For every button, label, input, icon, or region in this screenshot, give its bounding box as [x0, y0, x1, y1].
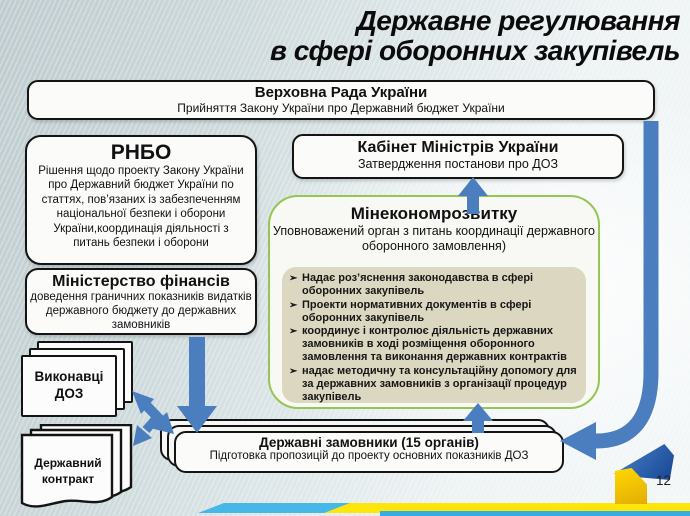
- bullet-arrow-icon: ➢: [289, 299, 298, 311]
- kabmin-body: Затвердження постанови про ДОЗ: [357, 157, 559, 171]
- slide-title-line1: Державне регулювання: [356, 5, 680, 36]
- slide-title-line2: в сфері оборонних закупівель: [270, 35, 680, 67]
- bullet-item: [289, 365, 580, 403]
- bullet-text: Надає роз’яснення законодавства в сфері оборонних закупівель: [302, 272, 534, 297]
- bullet-text: надає методичну та консультаційну допомогу для за державних замовників з організації процедур закупівель: [302, 365, 577, 403]
- minekonom-body: Уповноважений орган з питань координації державного оборонного замовлення): [272, 224, 596, 253]
- box-minfin: [25, 268, 257, 335]
- decor-cyan-corner: [380, 511, 690, 516]
- bullet-item: [289, 272, 580, 298]
- rnbo-body: Рішення щодо проекту Закону України про Державний бюджет України по статтях, пов’язаних із забезпеченням національної безпеки і оборони України,координація діяльності з питань безпеки і оборони: [38, 165, 244, 249]
- vykonavtsi-label: Виконавці ДОЗ: [34, 369, 104, 401]
- bullet-arrow-icon: ➢: [289, 273, 298, 284]
- zamovnyky-layer-front: [174, 431, 564, 473]
- minfin-title: Міністерство фінансів: [52, 273, 230, 290]
- stack-derzhavnyi-kontrakt: [20, 424, 150, 516]
- zamovnyky-title: Державні замовники (15 органів): [259, 435, 479, 450]
- bullet-text: координує і контролює діяльність державних замовників в ході розміщення оборонного замовлення та виконання державних контрактів: [302, 325, 567, 364]
- box-kabmin: [292, 134, 624, 179]
- verkhovna-rada-body: Прийняття Закону України про Державний бюджет України: [177, 101, 505, 115]
- bullet-item: [289, 325, 580, 364]
- card-front: [21, 355, 117, 417]
- bullet-arrow-icon: ➢: [289, 366, 298, 378]
- stack-vykonavtsi-doz: [21, 341, 161, 423]
- bullet-text: Проекти нормативних документів в сфері оборонних закупівель: [302, 298, 532, 324]
- minekonom-bullet-list: [289, 272, 580, 403]
- minekonom-title: Мінекономрозвитку: [350, 204, 518, 223]
- kabmin-title: Кабінет Міністрів України: [357, 139, 559, 156]
- minekonom-functions-panel: [282, 267, 586, 403]
- minfin-body: доведення граничних показників видатків державного бюджету до державних замовників: [30, 291, 252, 331]
- box-rnbo: [25, 135, 257, 265]
- stack-zamovnyky: [160, 419, 570, 475]
- box-minekonom: [268, 195, 600, 409]
- zamovnyky-body: Підготовка пропозицій до проекту основних показників ДОЗ: [209, 450, 529, 462]
- decor-cyan-stripe: [198, 503, 350, 513]
- bullet-item: [289, 299, 580, 325]
- bullet-arrow-icon: ➢: [289, 326, 298, 338]
- slide-title: [160, 6, 680, 66]
- rnbo-title: РНБО: [110, 141, 172, 164]
- verkhovna-rada-title: Верховна Рада України: [254, 84, 428, 101]
- box-verkhovna-rada: [27, 80, 655, 120]
- page-number: 12: [656, 473, 672, 488]
- kontrakt-label: Державний контракт: [34, 456, 102, 486]
